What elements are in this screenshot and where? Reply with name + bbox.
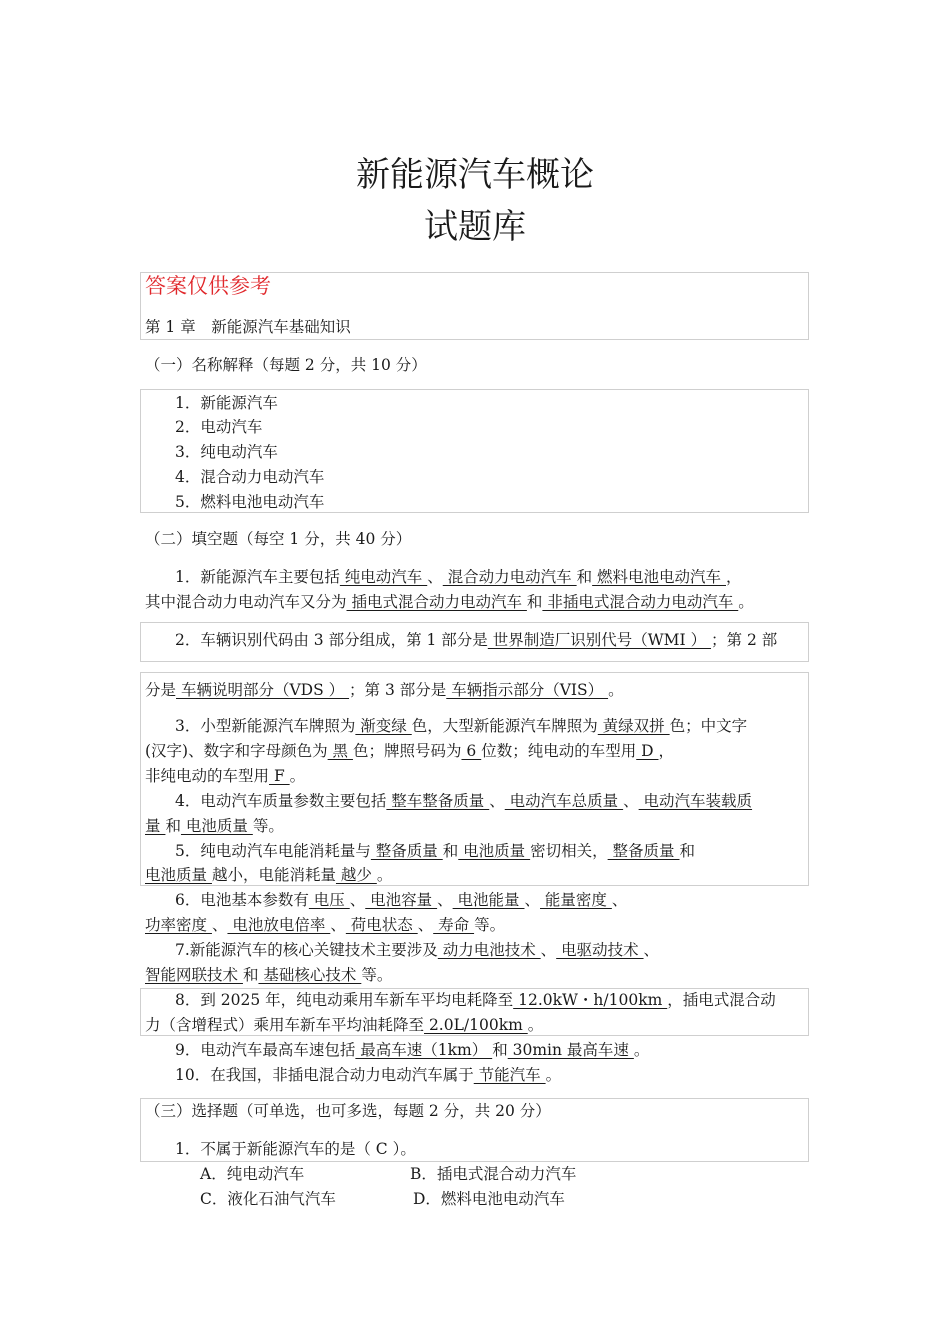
text: 、 (540, 941, 557, 959)
answer: 节能汽车 (473, 1066, 546, 1084)
text: 、 (349, 891, 366, 909)
text: 。 (527, 1016, 544, 1034)
fill-question-6-line1 (175, 890, 627, 910)
list-item: 3．纯电动汽车 (175, 443, 278, 461)
answer: 黄绿双拼 (597, 717, 670, 735)
answer: 30min 最高车速 (507, 1041, 634, 1059)
chapter-title: 第 1 章 新能源汽车基础知识 (145, 318, 351, 336)
text: 。 (376, 866, 393, 884)
text: 等。 (474, 916, 506, 934)
answer: 混合动力电动汽车 (442, 568, 577, 586)
fill-question-4-line2 (145, 816, 284, 836)
answer-note: 答案仅供参考 (145, 274, 271, 298)
fill-question-3-line3 (145, 766, 305, 786)
text: 8．到 2025 年，纯电动乘用车新车平均电耗降至 (175, 991, 514, 1009)
fill-question-8-line2 (145, 1015, 543, 1035)
answer: 电动汽车装载质 (638, 792, 753, 810)
text: 。 (289, 767, 306, 785)
text: 、 (330, 916, 346, 934)
section3-heading: （三）选择题（可单选，也可多选，每题 2 分，共 20 分） (145, 1102, 551, 1120)
answer: 燃料电池电动汽车 (592, 568, 726, 586)
text: 10．在我国，非插电混合动力电动汽车属于 (175, 1066, 474, 1084)
fill-question-2-line1 (175, 630, 777, 650)
answer: 2.0L/100km (424, 1016, 528, 1034)
list-item: 1．新能源汽车 (175, 394, 278, 412)
answer: F (269, 767, 290, 785)
text: 色，大型新能源汽车牌照为 (411, 717, 598, 735)
text: 非纯电动的车型用 (145, 767, 270, 785)
fill-question-10 (175, 1065, 561, 1085)
choice-question-1-stem: 1．不属于新能源汽车的是（ C ）。 (175, 1140, 416, 1158)
section1-heading: （一）名称解释（每题 2 分，共 10 分） (145, 356, 427, 374)
text: 色；中文字 (669, 717, 748, 735)
text: 、 (623, 792, 639, 810)
fill-question-3-line2 (145, 741, 674, 761)
text: 。 (738, 593, 754, 611)
fill-question-6-line2 (145, 915, 505, 935)
answer: 功率密度 (145, 916, 212, 934)
answer: 动力电池技术 (437, 941, 541, 959)
text: ，插电式混合动 (667, 991, 776, 1009)
option-b: B．插电式混合动力汽车 (410, 1165, 577, 1183)
document-title: 新能源汽车概论 (356, 155, 594, 195)
text: 6．电池基本参数有 (175, 891, 309, 909)
answer: 插电式混合动力电动汽车 (346, 593, 527, 611)
text: 和 (679, 842, 695, 860)
answer: 车辆说明部分（VDS ） (176, 681, 350, 699)
text: 、 (211, 916, 228, 934)
option-a: A．纯电动汽车 (200, 1165, 305, 1183)
answer: 电池放电倍率 (227, 916, 331, 934)
list-item: 5．燃料电池电动汽车 (175, 493, 325, 511)
answer: 整备质量 (370, 842, 443, 860)
text: 3．小型新能源汽车牌照为 (175, 717, 356, 735)
list-item: 2．电动汽车 (175, 418, 263, 436)
text: 越小，电能消耗量 (211, 866, 336, 884)
text: 、 (643, 941, 660, 959)
text: 和 (165, 817, 181, 835)
answer: 电池质量 (458, 842, 531, 860)
text: 其中混合动力电动汽车又分为 (145, 593, 347, 611)
answer: 电池容量 (365, 891, 438, 909)
option-d: D．燃料电池电动汽车 (413, 1190, 565, 1208)
text: 等。 (361, 966, 393, 984)
answer: 电池质量 (145, 866, 212, 884)
answer: 荷电状态 (345, 916, 418, 934)
text: 和 (242, 966, 259, 984)
answer: 黑 (327, 742, 353, 760)
answer: 12.0kW・h/100km (513, 991, 668, 1009)
text: 和 (492, 1041, 508, 1059)
fill-question-1-line1 (175, 567, 742, 587)
text: 位数；纯电动的车型用 (481, 742, 637, 760)
list-item: 4．混合动力电动汽车 (175, 468, 325, 486)
answer: D (636, 742, 659, 760)
answer: 电驱动技术 (556, 941, 644, 959)
answer: 电动汽车总质量 (504, 792, 624, 810)
answer: 纯电动汽车 (339, 568, 428, 586)
fill-question-7-line1 (175, 940, 659, 960)
document-subtitle: 试题库 (424, 207, 526, 247)
answer: 越少 (335, 866, 377, 884)
text: 和 (442, 842, 459, 860)
answer: 整备质量 (607, 842, 680, 860)
answer: 基础核心技术 (258, 966, 362, 984)
text: 2．车辆识别代码由 3 部分组成，第 1 部分是 (175, 631, 488, 649)
answer: 量 (145, 817, 166, 835)
text: 7.新能源汽车的核心关键技术主要涉及 (175, 941, 438, 959)
answer: 最高车速（1km） (355, 1041, 493, 1059)
answer: 寿命 (433, 916, 475, 934)
text: 。 (545, 1066, 562, 1084)
answer: 能量密度 (540, 891, 612, 909)
fill-question-9 (175, 1040, 649, 1060)
text: 5．纯电动汽车电能消耗量与 (175, 842, 371, 860)
text: (汉字)、数字和字母颜色为 (145, 742, 328, 760)
text: 、 (524, 891, 540, 909)
fill-question-2-line2 (145, 680, 624, 700)
text: 9．电动汽车最高车速包括 (175, 1041, 356, 1059)
fill-question-4-line1 (175, 791, 752, 811)
text: 力（含增程式）乘用车新车平均油耗降至 (145, 1016, 425, 1034)
text: 、 (489, 792, 505, 810)
fill-question-8-line1 (175, 990, 776, 1010)
text: 密切相关， (530, 842, 608, 860)
text: 、 (611, 891, 628, 909)
option-c: C．液化石油气汽车 (200, 1190, 336, 1208)
text: 等。 (252, 817, 284, 835)
text: ；第 2 部 (711, 631, 778, 649)
text: ；第 3 部分是 (349, 681, 447, 699)
answer: 电压 (308, 891, 350, 909)
answer: 6 (461, 742, 482, 760)
text: 分是 (145, 681, 177, 699)
text: 和 (526, 593, 543, 611)
text: 、 (427, 568, 443, 586)
answer: 渐变绿 (355, 717, 412, 735)
text: 。 (608, 681, 624, 699)
section2-heading: （二）填空题（每空 1 分，共 40 分） (145, 530, 412, 548)
answer: 车辆指示部分（VIS） (446, 681, 609, 699)
fill-question-7-line2 (145, 965, 392, 985)
text: 和 (576, 568, 593, 586)
answer: 整车整备质量 (386, 792, 490, 810)
answer: 电池质量 (180, 817, 253, 835)
fill-question-5-line1 (175, 841, 695, 861)
text: 4．电动汽车质量参数主要包括 (175, 792, 387, 810)
answer: 非插电式混合动力电动汽车 (542, 593, 739, 611)
fill-question-3-line1 (175, 716, 747, 736)
answer: 电池能量 (452, 891, 525, 909)
text: ， (658, 742, 675, 760)
text: 1．新能源汽车主要包括 (175, 568, 340, 586)
text: 、 (437, 891, 453, 909)
answer: 智能网联技术 (145, 966, 243, 984)
fill-question-1-line2 (145, 592, 754, 612)
text: 色；牌照号码为 (352, 742, 462, 760)
text: 。 (633, 1041, 650, 1059)
answer: 世界制造厂识别代号（WMI ） (487, 631, 712, 649)
text: 、 (417, 916, 434, 934)
text: ， (725, 568, 742, 586)
fill-question-5-line2 (145, 865, 392, 885)
